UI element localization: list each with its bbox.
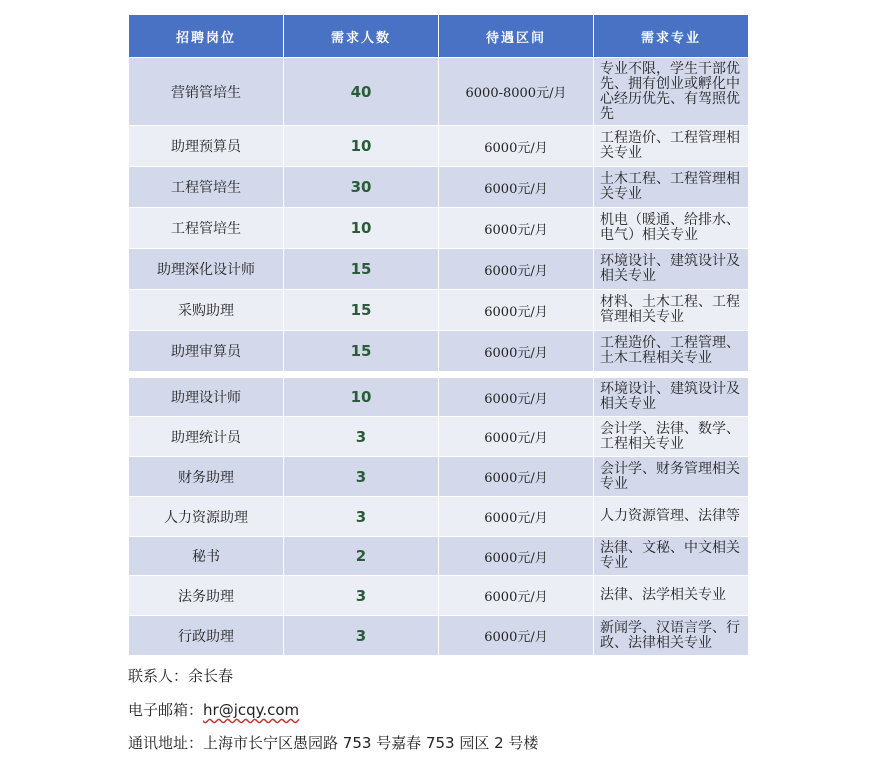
major-cell: 材料、土木工程、工程管理相关专业 xyxy=(594,290,749,331)
count-cell: 10 xyxy=(284,126,439,167)
count-cell: 3 xyxy=(284,497,439,537)
position-cell: 采购助理 xyxy=(129,290,284,331)
table-row xyxy=(129,58,749,126)
position-cell: 助理深化设计师 xyxy=(129,249,284,290)
header-position: 招聘岗位 xyxy=(129,15,284,58)
position-cell: 财务助理 xyxy=(129,457,284,497)
count-cell: 30 xyxy=(284,167,439,208)
position-cell: 法务助理 xyxy=(129,576,284,616)
count-cell: 15 xyxy=(284,331,439,372)
table-row xyxy=(129,497,749,537)
pay-cell: 6000元/月 xyxy=(439,537,594,576)
position-cell: 营销管培生 xyxy=(129,58,284,126)
pay-cell: 6000元/月 xyxy=(439,126,594,167)
major-cell: 会计学、法律、数学、工程相关专业 xyxy=(594,417,749,457)
count-cell: 40 xyxy=(284,58,439,126)
count-cell: 3 xyxy=(284,576,439,616)
table-header-row xyxy=(129,15,749,58)
pay-cell: 6000元/月 xyxy=(439,417,594,457)
major-cell: 工程造价、工程管理相关专业 xyxy=(594,126,749,167)
table-row xyxy=(129,249,749,290)
pay-cell: 6000元/月 xyxy=(439,457,594,497)
count-cell: 3 xyxy=(284,417,439,457)
table-row xyxy=(129,126,749,167)
position-cell: 秘书 xyxy=(129,537,284,576)
major-cell: 环境设计、建筑设计及相关专业 xyxy=(594,249,749,290)
count-cell: 3 xyxy=(284,457,439,497)
position-cell: 人力资源助理 xyxy=(129,497,284,537)
table-row xyxy=(129,378,749,417)
position-cell: 助理统计员 xyxy=(129,417,284,457)
table-row xyxy=(129,616,749,656)
position-cell: 助理审算员 xyxy=(129,331,284,372)
table-row xyxy=(129,167,749,208)
table-row xyxy=(129,290,749,331)
table-row xyxy=(129,576,749,616)
major-cell: 人力资源管理、法律等 xyxy=(594,497,749,537)
header-pay: 待遇区间 xyxy=(439,15,594,58)
header-count: 需求人数 xyxy=(284,15,439,58)
pay-cell: 6000元/月 xyxy=(439,167,594,208)
position-cell: 工程管培生 xyxy=(129,208,284,249)
contact-address: 上海市长宁区愚园路 753 号嘉春 753 园区 2 号楼 xyxy=(203,734,539,752)
contact-address-label: 通讯地址： xyxy=(128,734,204,752)
table-row xyxy=(129,331,749,372)
contact-person-label: 联系人： xyxy=(128,667,189,685)
major-cell: 专业不限，学生干部优先、拥有创业或孵化中心经历优先、有驾照优先 xyxy=(594,58,749,126)
recruitment-table xyxy=(128,14,749,656)
count-cell: 10 xyxy=(284,378,439,417)
count-cell: 15 xyxy=(284,290,439,331)
count-cell: 2 xyxy=(284,537,439,576)
contact-address-line xyxy=(128,732,538,753)
contact-email-label: 电子邮箱： xyxy=(128,701,204,719)
table-row xyxy=(129,417,749,457)
pay-cell: 6000元/月 xyxy=(439,331,594,372)
position-cell: 行政助理 xyxy=(129,616,284,656)
position-cell: 助理设计师 xyxy=(129,378,284,417)
pay-cell: 6000元/月 xyxy=(439,497,594,537)
table-row xyxy=(129,537,749,576)
position-cell: 助理预算员 xyxy=(129,126,284,167)
major-cell: 法律、法学相关专业 xyxy=(594,576,749,616)
major-cell: 机电（暖通、给排水、电气）相关专业 xyxy=(594,208,749,249)
position-cell: 工程管培生 xyxy=(129,167,284,208)
contact-person: 余长春 xyxy=(188,667,234,685)
pay-cell: 6000元/月 xyxy=(439,378,594,417)
major-cell: 会计学、财务管理相关专业 xyxy=(594,457,749,497)
major-cell: 工程造价、工程管理、土木工程相关专业 xyxy=(594,331,749,372)
header-major: 需求专业 xyxy=(594,15,749,58)
count-cell: 10 xyxy=(284,208,439,249)
major-cell: 环境设计、建筑设计及相关专业 xyxy=(594,378,749,417)
table-row xyxy=(129,457,749,497)
major-cell: 新闻学、汉语言学、行政、法律相关专业 xyxy=(594,616,749,656)
major-cell: 土木工程、工程管理相关专业 xyxy=(594,167,749,208)
major-cell: 法律、文秘、中文相关专业 xyxy=(594,537,749,576)
pay-cell: 6000元/月 xyxy=(439,208,594,249)
recruitment-table-container xyxy=(128,14,748,656)
pay-cell: 6000-8000元/月 xyxy=(439,58,594,126)
count-cell: 3 xyxy=(284,616,439,656)
table-body xyxy=(129,58,749,656)
pay-cell: 6000元/月 xyxy=(439,616,594,656)
table-row xyxy=(129,208,749,249)
pay-cell: 6000元/月 xyxy=(439,576,594,616)
contact-person-line xyxy=(128,665,233,686)
contact-email[interactable]: hr@jcqy.com xyxy=(203,701,300,719)
count-cell: 15 xyxy=(284,249,439,290)
pay-cell: 6000元/月 xyxy=(439,290,594,331)
pay-cell: 6000元/月 xyxy=(439,249,594,290)
contact-email-line xyxy=(128,699,299,720)
